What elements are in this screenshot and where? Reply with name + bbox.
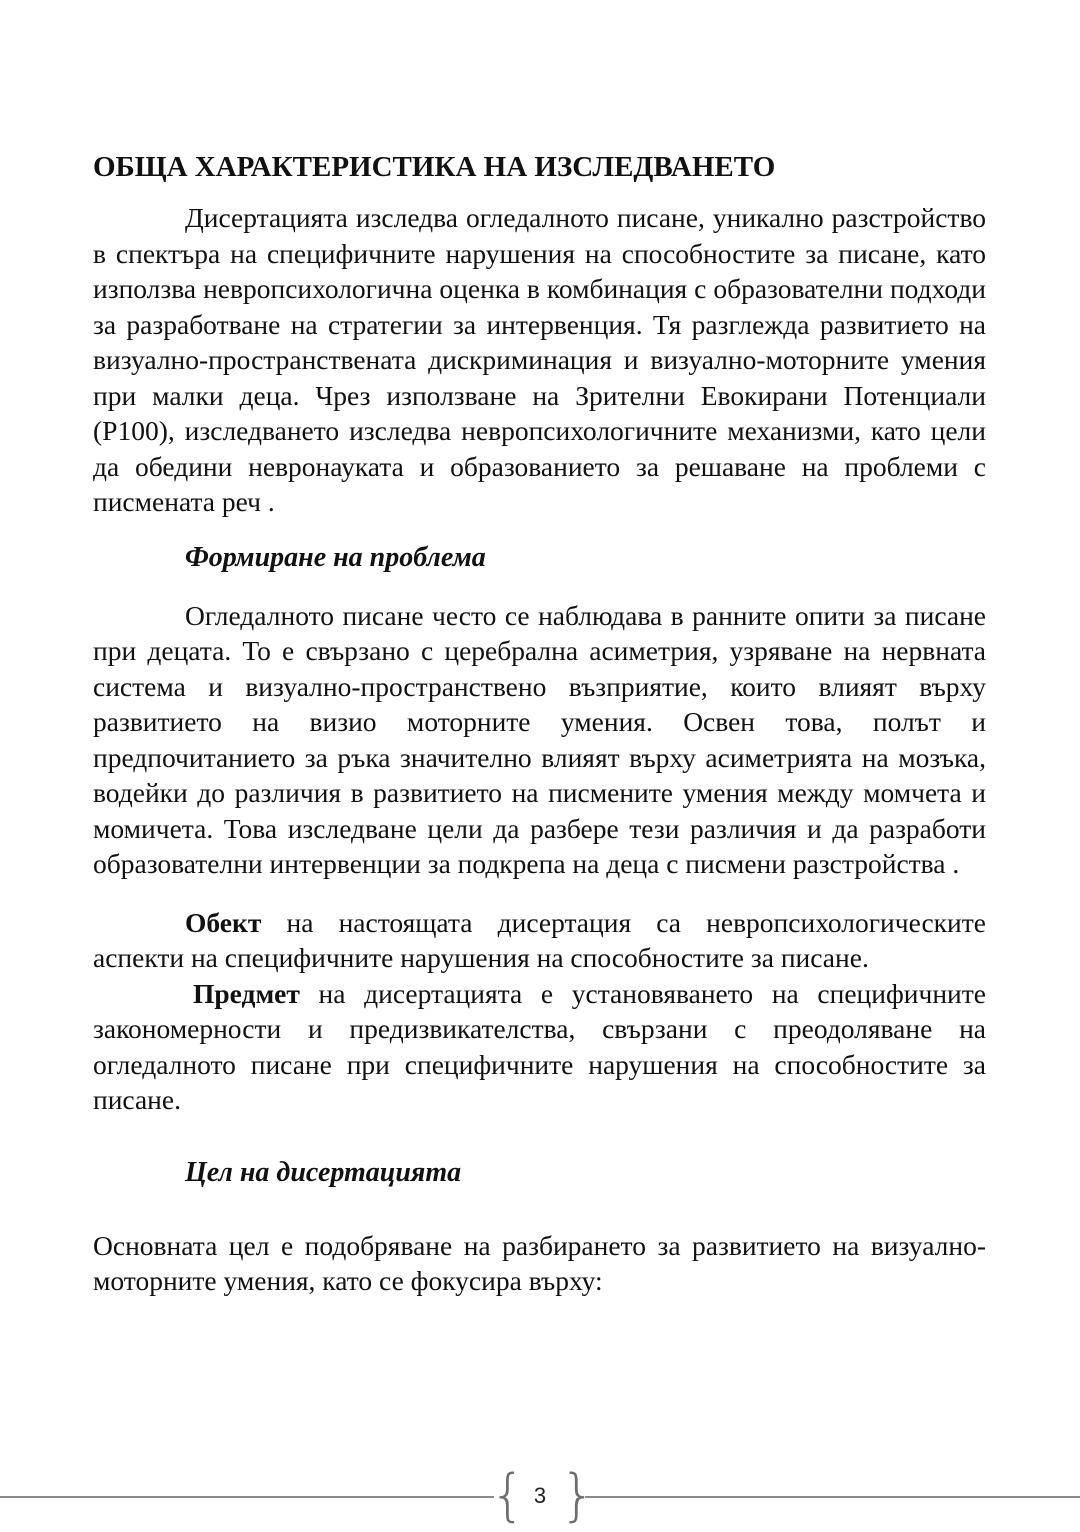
page-content <box>93 146 986 1299</box>
page-footer <box>0 1463 1080 1528</box>
object-label: Обект <box>185 906 262 938</box>
subject-text: на дисертацията е установяването на специфичните закономерности и предизвикателства, свързани с преодоляване на огледалното писане при специфичните нарушения на способностите за писане. <box>93 977 986 1115</box>
subject-label: Предмет <box>193 977 300 1009</box>
left-brace-icon: { <box>490 1463 526 1528</box>
goal-subheading: Цел на дисертацията <box>185 1156 462 1188</box>
problem-paragraph: Огледалното писане често се наблюдава в ранните опити за писане при децата. То е свързано с церебрална асиметрия, узряване на нервната система и визуално-пространствено възприятие, които влияят върху развитието на визио моторните умения. Освен това, полът и предпочитанието за ръка значително влияят върху асиметрията на мозъка, водейки до различия в развитието на писмените умения между момчета и момичета. Това изследване цели да разбере тези различия и да разработи образователни интервенции за подкрепа на деца с писмени разстройства . <box>93 599 986 879</box>
subject-paragraph <box>93 976 986 1118</box>
intro-paragraph: Дисертацията изследва огледалното писане, уникално разстройство в спектъра на специфичните нарушения на способностите за писане, като използва невропсихологична оценка в комбинация с образователни подходи за разработване на стратегии за интервенция. Тя разглежда развитието на визуално-пространствената дискриминация и визуално-моторните умения при малки деца. Чрез използване на Зрителни Евокирани Потенциали (P100), изследването изследва невропсихологичните механизми, като цели да обедини невронауката и образованието за решаване на проблеми с писмената реч . <box>93 202 986 517</box>
object-text: на настоящата дисертация са невропсихологическите аспекти на специфичните нарушения на способностите за писане. <box>93 906 986 973</box>
section-heading: ОБЩА ХАРАКТЕРИСТИКА НА ИЗСЛЕДВАНЕТО <box>93 151 776 183</box>
problem-subheading: Формиране на проблема <box>185 541 486 573</box>
page-number: 3 <box>533 1483 547 1508</box>
object-paragraph <box>93 905 986 976</box>
footer-rule-right <box>585 1496 1080 1498</box>
footer-rule-left <box>0 1496 494 1498</box>
goal-paragraph: Основната цел е подобряване на разбирането за развитието на визуално-моторните умения, като се фокусира върху: <box>93 1229 986 1296</box>
right-brace-icon: } <box>560 1463 596 1528</box>
